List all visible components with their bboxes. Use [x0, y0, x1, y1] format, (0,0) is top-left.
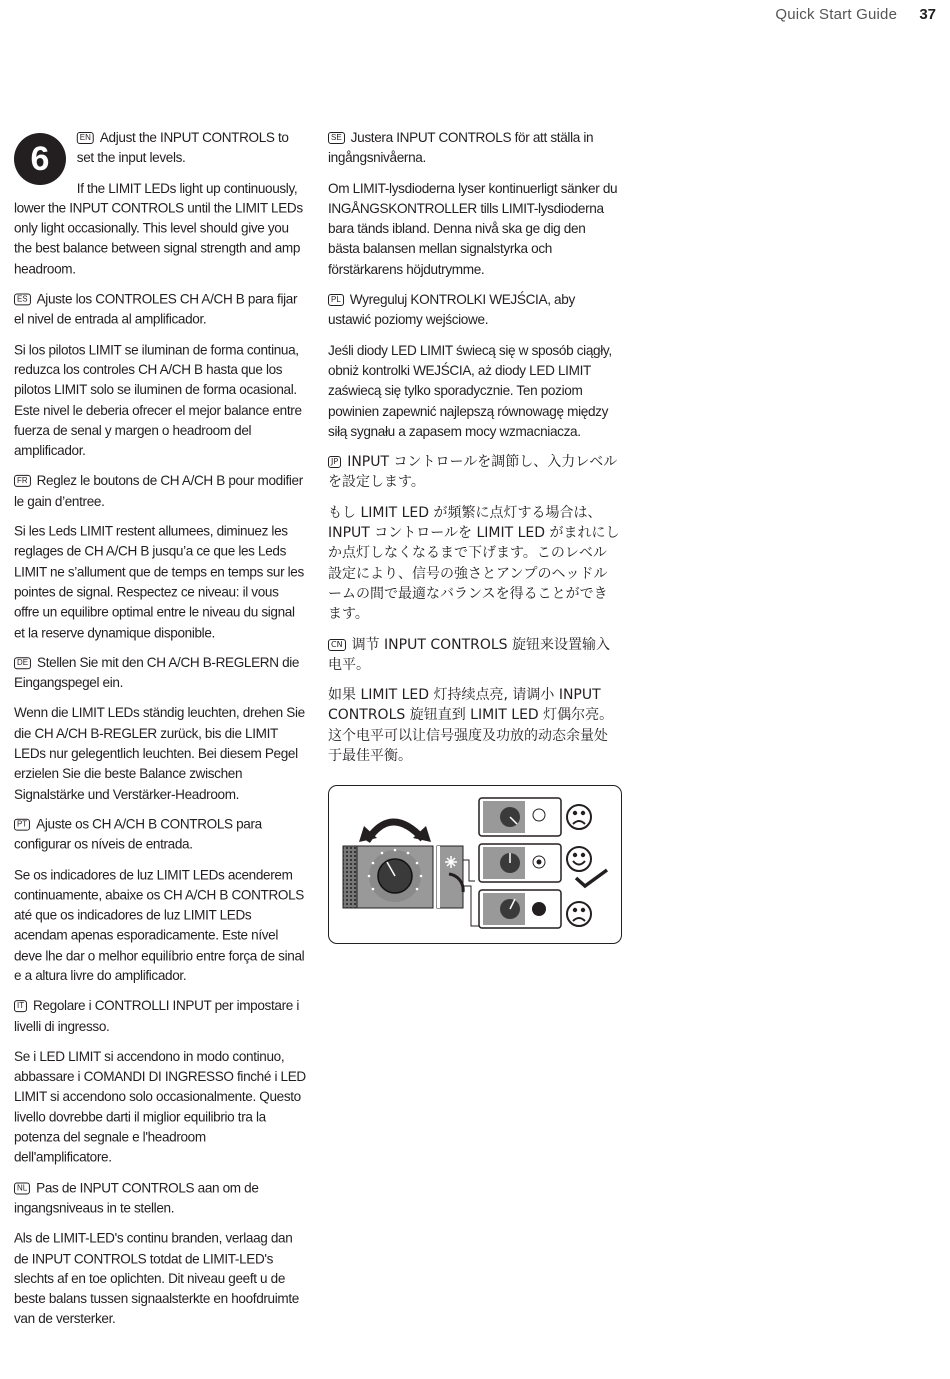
section-de [14, 653, 306, 805]
body-es: Si los pilotos LIMIT se iluminan de forma continua, reduzca los controles CH A/CH B hasta que los pilotos LIMIT solo se iluminen de forma ocasional. Este nivel le deberia ofrecer el mejor balance entre fuerza de senal y margen o headroom del amplificador. [14, 341, 302, 459]
instruction-text-fr: Reglez le boutons de CH A/CH B pour modifier le gain d’entree. [14, 473, 303, 509]
body-text-en: If the LIMIT LEDs light up continuously, lower the INPUT CONTROLS until the LIMIT LEDs only light occasionally. This level should give you the best balance between signal strength and amp headroom. [14, 180, 303, 277]
instruction-nl [14, 1178, 306, 1218]
instruction-text-cn: 调节 INPUT CONTROLS 旋钮来设置输入电平。 [328, 636, 611, 673]
lang-code-cn: CN [328, 639, 346, 651]
lang-code-nl: NL [14, 1182, 30, 1194]
lang-code-pl: PL [328, 294, 344, 306]
body-jp: もし LIMIT LED が頻繁に点灯する場合は、INPUT コントロールを LIMIT LED がまれにしか点灯しなくなるまで下げます。このレベル設定により、信号の強さとアンプのヘッドルームの間で最適なバランスを得ることができます。 [328, 504, 620, 623]
amplifier-panel [343, 846, 463, 908]
lang-code-jp: JP [328, 456, 341, 468]
instruction-text-se: Justera INPUT CONTROLS för att ställa in ingångsnivåerna. [328, 130, 594, 166]
instruction-text-it: Regolare i CONTROLLI INPUT per impostare i livelli di ingresso. [14, 998, 300, 1034]
section-es [14, 290, 306, 462]
happy-face-icon [567, 847, 591, 871]
instruction-jp [328, 452, 620, 493]
state-panel-overload [479, 890, 561, 928]
state-panel-continuous [479, 798, 561, 836]
body-de: Wenn die LIMIT LEDs ständig leuchten, drehen Sie die CH A/CH B-REGLER zurück, bis die LIMIT LEDs nur gelegentlich leuchten. Bei diesem Pegel erzielen Sie die beste Balance zwischen Signalstärke und Verstärker-Headroom. [14, 705, 305, 802]
state-panel-occasional [479, 844, 561, 882]
instruction-text-en: Adjust the INPUT CONTROLS to set the input levels. [76, 129, 289, 166]
section-en [14, 128, 306, 280]
left-column [14, 128, 306, 1340]
sad-face-icon [567, 902, 591, 926]
page-header [775, 6, 936, 23]
lang-code-de: DE [14, 657, 31, 669]
lang-code-se: SE [328, 132, 345, 144]
instruction-text-es: Ajuste los CONTROLES CH A/CH B para fijar el nivel de entrada al amplificador. [14, 291, 298, 327]
instruction-fr [14, 471, 306, 511]
instruction-se [328, 128, 620, 169]
body-nl: Als de LIMIT-LED's continu branden, verlaag dan de INPUT CONTROLS totdat de LIMIT-LED's slechts af en toe oplichten. Dit niveau geeft u de beste balans tussen signaalsterkte en hoofdruimte van de versterker. [14, 1230, 299, 1327]
lang-code-it: IT [14, 1000, 27, 1012]
instruction-cn [328, 635, 620, 676]
right-column [328, 128, 620, 776]
instruction-text-jp: INPUT コントロールを調節し、入力レベルを設定します。 [328, 454, 618, 491]
lang-code-fr: FR [14, 475, 31, 487]
instruction-text-pt: Ajuste os CH A/CH B CONTROLS para configurar os níveis de entrada. [14, 816, 262, 852]
sad-face-icon [567, 805, 591, 829]
header-title: Quick Start Guide [775, 6, 898, 23]
input-level-illustration [328, 785, 622, 944]
instruction-en [14, 128, 306, 168]
lang-code-pt: PT [14, 819, 30, 831]
section-pt [14, 815, 306, 987]
body-pt: Se os indicadores de luz LIMIT LEDs acenderem continuamente, abaixe os CH A/CH B CONTROLS até que os indicadores de luz LIMIT LEDs acendam apenas esporadicamente. Este nível deve lhe dar o melhor equilíbrio entre força de sinal e a altura livre do amplificador. [14, 867, 305, 984]
instruction-pl [328, 290, 620, 331]
lang-code-en: EN [77, 132, 94, 144]
instruction-es [14, 290, 306, 330]
body-it: Se i LED LIMIT si accendono in modo continuo, abbassare i COMANDI DI INGRESSO finché i LED LIMIT si accendono solo occasionalmente. Questo livello dovrebbe darti il miglior equilibrio tra la potenza del segnale e l'headroom dell'amplificatore. [14, 1048, 306, 1165]
rotate-arrow-icon [359, 822, 431, 842]
lang-code-es: ES [14, 294, 31, 306]
instruction-text-de: Stellen Sie mit den CH A/CH B-REGLERN die Eingangspegel ein. [14, 655, 300, 691]
step-number-badge: 6 [14, 133, 66, 185]
section-fr [14, 471, 306, 643]
illustration-svg [329, 786, 621, 943]
instruction-pt [14, 815, 306, 855]
instruction-text-nl: Pas de INPUT CONTROLS aan om de ingangsniveaus in te stellen. [14, 1180, 259, 1216]
body-pl: Jeśli diody LED LIMIT świecą się w sposób ciągły, obniż kontrolki WEJŚCIA, aż diody LED LIMIT zaświecą się tylko sporadycznie. Ten poziom powinien zapewnić najlepszą równowagę między siłą sygnału a zapasem mocy wzmacniacza. [328, 342, 612, 439]
instruction-it [14, 996, 306, 1036]
section-cn [328, 635, 620, 767]
page-number: 37 [919, 6, 936, 23]
section-se [328, 128, 620, 280]
body-en [14, 178, 306, 279]
body-cn: 如果 LIMIT LED 灯持续点亮, 请调小 INPUT CONTROLS 旋钮直到 LIMIT LED 灯偶尔亮。这个电平可以让信号强度及功放的动态余量处于最佳平衡。 [328, 687, 614, 765]
checkmark-icon [576, 870, 607, 886]
body-se: Om LIMIT-lysdioderna lyser kontinuerligt sänker du INGÅNGSKONTROLLER tills LIMIT-lysdioderna bara tänds ibland. Denna nivå ska ge dig den bästa balansen mellan signalstyrka och förstärkarens höjdutrymme. [328, 180, 618, 277]
instruction-text-pl: Wyreguluj KONTROLKI WEJŚCIA, aby ustawić poziomy wejściowe. [328, 292, 575, 328]
section-jp [328, 452, 620, 624]
body-fr: Si les Leds LIMIT restent allumees, diminuez les reglages de CH A/CH B jusqu’a ce que les Leds LIMIT ne s’allument que de temps en temps sur les pointes de signal. Respectez ce niveau: il vous offre un equilibre optimal entre le niveau du signal et la reserve dynamique disponible. [14, 523, 304, 640]
instruction-de [14, 653, 306, 693]
section-it [14, 996, 306, 1168]
section-nl [14, 1178, 306, 1330]
section-pl [328, 290, 620, 442]
